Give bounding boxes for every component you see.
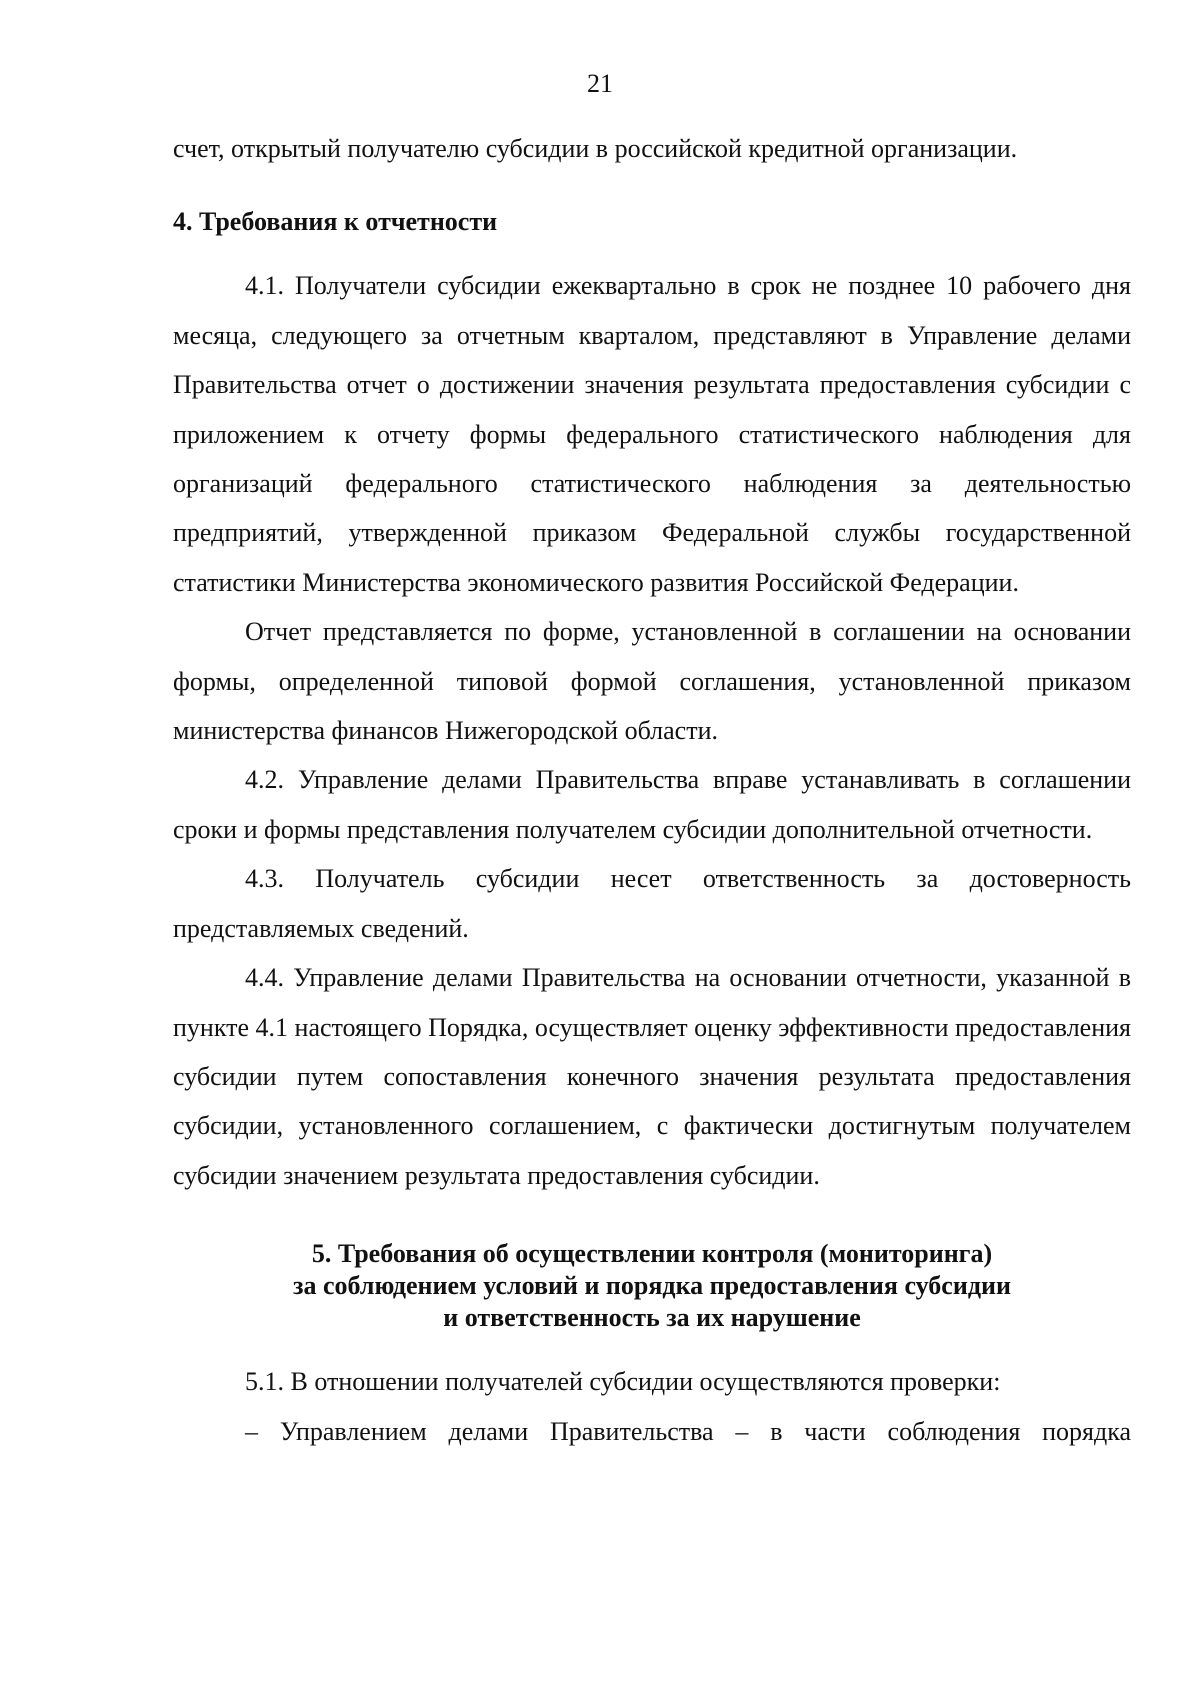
paragraph-4-3: 4.3. Получатель субсидии несет ответственность за достоверность представляемых сведений. bbox=[173, 864, 1131, 943]
section-5-heading-line: за соблюдением условий и порядка предоставления субсидии bbox=[293, 1271, 1011, 1301]
paragraph-4-1-report-form: Отчет представляется по форме, установленной в соглашении на основании формы, определенной типовой формой соглашения, установленной приказом министерства финансов Нижегородской области. bbox=[173, 617, 1131, 746]
paragraph-continuation: счет, открытый получателю субсидии в российской кредитной организации. bbox=[173, 134, 1018, 163]
section-5-heading bbox=[173, 1238, 1131, 1334]
section-5-heading-line: 5. Требования об осуществлении контроля (мониторинга) bbox=[311, 1239, 993, 1269]
section-5-heading-line: и ответственность за их нарушение bbox=[443, 1303, 861, 1333]
section-4-heading: 4. Требования к отчетности bbox=[173, 207, 498, 237]
paragraph-4-2: 4.2. Управление делами Правительства вправе устанавливать в соглашении сроки и формы представления получателем субсидии дополнительной отчетности. bbox=[173, 765, 1131, 844]
document-body bbox=[173, 124, 1131, 1456]
paragraph-4-1: 4.1. Получатели субсидии ежеквартально в срок не позднее 10 рабочего дня месяца, следующего за отчетным кварталом, представляют в Управление делами Правительства отчет о достижении значения результата предоставления субсидии с приложением к отчету формы федерального статистического наблюдения для организаций федерального статистического наблюдения за деятельностью предприятий, утвержденной приказом Федеральной службы государственной статистики Министерства экономического развития Российской Федерации. bbox=[173, 271, 1131, 597]
paragraph-5-1-item: – Управлением делами Правительства – в части соблюдения порядка bbox=[245, 1416, 1131, 1446]
page-number: 21 bbox=[587, 69, 613, 98]
paragraph-4-4: 4.4. Управление делами Правительства на основании отчетности, указанной в пункте 4.1 настоящего Порядка, осуществляет оценку эффективности предоставления субсидии путем сопоставления конечного значения результата предоставления субсидии, установленного соглашением, с фактически достигнутым получателем субсидии значением результата предоставления субсидии. bbox=[173, 963, 1131, 1190]
paragraph-5-1: 5.1. В отношении получателей субсидии осуществляются проверки: bbox=[245, 1367, 1001, 1397]
